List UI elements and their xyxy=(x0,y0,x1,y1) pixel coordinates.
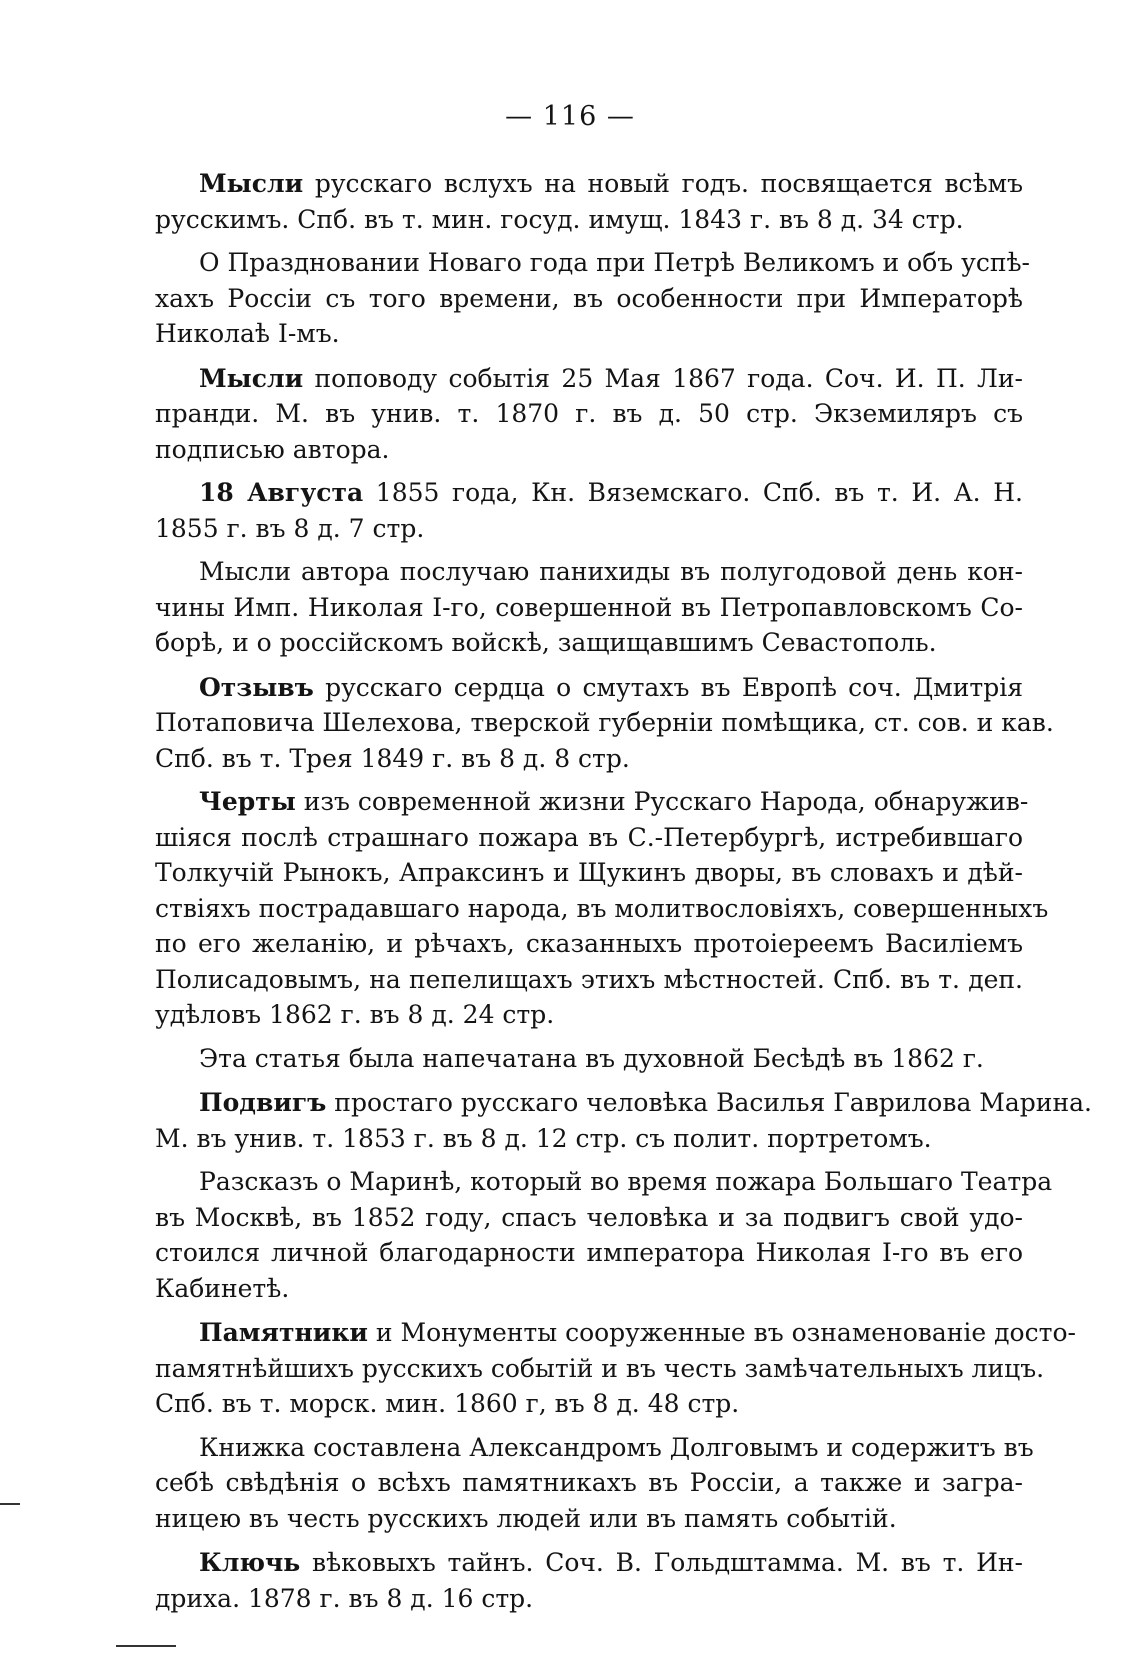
annotation-paragraph xyxy=(155,1430,1034,1537)
text-line xyxy=(155,670,1023,706)
line-text: Эта статья была напечатана въ духовной Бесѣдѣ въ 1862 г. xyxy=(199,1043,984,1073)
line-text: стоился личной благодарности императора Николая I-го въ его xyxy=(155,1238,1023,1267)
line-text: подписью автора. xyxy=(155,434,390,464)
text-line xyxy=(155,784,1029,820)
text-line xyxy=(155,705,1054,741)
text-line xyxy=(155,361,1023,397)
text-line xyxy=(155,1430,1034,1466)
bibliography-entry xyxy=(155,1315,1076,1422)
line-text: пранди. М. въ унив. т. 1870 г. въ д. 50 стр. Экземиляръ съ xyxy=(155,399,1023,428)
line-text: Кабинетѣ. xyxy=(155,1273,290,1303)
line-text: Потаповича Шелехова, тверской губерніи помѣщика, ст. сов. и кав. xyxy=(155,708,1054,737)
line-text: поповоду событія 25 Мая 1867 года. Соч. И. П. Ли- xyxy=(303,363,1023,393)
line-text: удѣловъ 1862 г. въ 8 д. 24 стр. xyxy=(155,1000,555,1029)
annotation-paragraph xyxy=(155,554,1023,661)
text-line xyxy=(155,475,1023,511)
line-text: Спб. въ т. морск. мин. 1860 г, въ 8 д. 48 стр. xyxy=(155,1389,740,1418)
bibliography-entry xyxy=(155,784,1049,1033)
text-line xyxy=(155,855,1023,891)
entry-keyword: Мысли xyxy=(199,169,304,198)
text-line xyxy=(155,625,1023,661)
annotation-paragraph xyxy=(155,1041,1023,1077)
text-line xyxy=(155,1315,1076,1351)
text-line xyxy=(155,166,1023,202)
text-line xyxy=(155,1235,1023,1271)
line-text: въ Москвѣ, въ 1852 году, спасъ человѣка и за подвигъ свой удо- xyxy=(155,1202,1023,1232)
text-line xyxy=(155,1545,1023,1581)
margin-mark xyxy=(0,1503,20,1505)
footer-rule xyxy=(116,1645,176,1647)
line-text: русскимъ. Спб. въ т. мин. госуд. имущ. 1843 г. въ 8 д. 34 стр. xyxy=(155,204,964,234)
text-line xyxy=(155,1465,1023,1501)
text-line xyxy=(155,1581,1023,1617)
line-text: 1855 года, Кн. Вяземскаго. Спб. въ т. И. А. Н. xyxy=(363,478,1024,507)
text-line xyxy=(155,1200,1023,1236)
bibliography-entry xyxy=(155,1085,1092,1156)
line-text: ницею въ честь русскихъ людей или въ память событій. xyxy=(155,1503,897,1533)
line-text: 1855 г. въ 8 д. 7 стр. xyxy=(155,513,425,543)
line-text: Спб. въ т. Трея 1849 г. въ 8 д. 8 стр. xyxy=(155,743,630,773)
entry-keyword: Памятники xyxy=(199,1318,368,1347)
text-line xyxy=(155,281,1023,317)
text-line xyxy=(155,1386,1023,1422)
line-text: хахъ Россіи съ того времени, въ особенности при Императорѣ xyxy=(155,283,1023,313)
text-line xyxy=(155,962,1023,998)
line-text: дриха. 1878 г. въ 8 д. 16 стр. xyxy=(155,1583,534,1613)
text-body xyxy=(155,166,1092,1624)
text-line xyxy=(155,1501,1023,1537)
line-text: Разсказъ о Маринѣ, который во время пожара Большаго Театра xyxy=(199,1167,1053,1196)
bibliography-entry xyxy=(155,670,1054,777)
line-text: Полисадовымъ, на пепелищахъ этихъ мѣстностей. Спб. въ т. деп. xyxy=(155,964,1023,994)
bibliography-entry xyxy=(155,475,1023,546)
entry-keyword: Подвигъ xyxy=(199,1088,327,1117)
line-text: М. въ унив. т. 1853 г. въ 8 д. 12 стр. съ полит. портретомъ. xyxy=(155,1123,932,1153)
line-text: себѣ свѣдѣнія о всѣхъ памятникахъ въ Россіи, а также и загра- xyxy=(155,1468,1023,1497)
text-line xyxy=(155,396,1023,432)
text-line xyxy=(155,891,1049,927)
line-text: русскаго сердца о смутахъ въ Европѣ соч. Дмитрія xyxy=(313,672,1023,702)
line-text: русскаго вслухъ на новый годъ. посвящается всѣмъ xyxy=(303,169,1023,198)
entry-keyword: Черты xyxy=(199,787,296,816)
text-line xyxy=(155,1041,1023,1077)
text-line xyxy=(155,554,1023,590)
entry-keyword: Мысли xyxy=(199,363,304,393)
line-text: Толкучій Рынокъ, Апраксинъ и Щукинъ дворы, въ словахъ и дѣй- xyxy=(155,858,1023,887)
text-line xyxy=(155,1351,1045,1387)
line-text: ствіяхъ пострадавшаго народа, въ молитвословіяхъ, совершенныхъ xyxy=(155,893,1049,923)
line-text: борѣ, и о россійскомъ войскѣ, защищавшимъ Севастополь. xyxy=(155,628,937,657)
text-line xyxy=(155,997,1023,1033)
text-line xyxy=(155,741,1023,777)
line-text: памятнѣйшихъ русскихъ событій и въ честь замѣчательныхъ лицъ. xyxy=(155,1353,1045,1383)
line-text: чины Имп. Николая I-го, совершенной въ Петропавловскомъ Со- xyxy=(155,592,1023,622)
text-line xyxy=(155,511,1023,547)
line-text: Мысли автора послучаю панихиды въ полугодовой день кон- xyxy=(199,557,1023,586)
line-text: О Праздновании Новаго года при Петрѣ Великомъ и объ успѣ- xyxy=(199,248,1031,277)
line-text: вѣковыхъ тайнъ. Соч. В. Гольдштамма. М. въ т. Ин- xyxy=(300,1548,1023,1577)
line-text: Книжка составлена Александромъ Долговымъ и содержитъ въ xyxy=(199,1432,1034,1462)
line-text: шіяся послѣ страшнаго пожара въ С.-Петербургѣ, истребившаго xyxy=(155,822,1023,852)
text-line xyxy=(155,432,1023,468)
bibliography-entry xyxy=(155,361,1023,468)
text-line xyxy=(155,202,1023,238)
page-number: — 116 — xyxy=(505,101,635,132)
text-line xyxy=(155,1164,1053,1200)
text-line xyxy=(155,1085,1092,1121)
text-line xyxy=(155,1271,1023,1307)
annotation-paragraph xyxy=(155,1164,1053,1306)
entry-keyword: 18 Августа xyxy=(199,478,364,507)
entry-keyword: Ключь xyxy=(199,1548,301,1577)
line-text: простаго русскаго человѣка Василья Гаврилова Марина. xyxy=(326,1088,1092,1117)
annotation-paragraph xyxy=(155,245,1031,352)
text-line xyxy=(155,926,1023,962)
line-text: изъ современной жизни Русскаго Народа, обнаружив- xyxy=(295,787,1029,816)
bibliography-entry xyxy=(155,166,1023,237)
text-line xyxy=(155,820,1023,856)
bibliography-entry xyxy=(155,1545,1023,1616)
entry-keyword: Отзывъ xyxy=(199,672,314,702)
text-line xyxy=(155,245,1031,281)
text-line xyxy=(155,316,1023,352)
text-line xyxy=(155,590,1023,626)
line-text: и Монументы сооруженные въ ознаменованіе досто- xyxy=(367,1318,1076,1347)
line-text: Николаѣ I-мъ. xyxy=(155,319,340,348)
text-line xyxy=(155,1121,1023,1157)
line-text: по его желанію, и рѣчахъ, сказанныхъ протоіереемъ Василіемъ xyxy=(155,929,1023,958)
